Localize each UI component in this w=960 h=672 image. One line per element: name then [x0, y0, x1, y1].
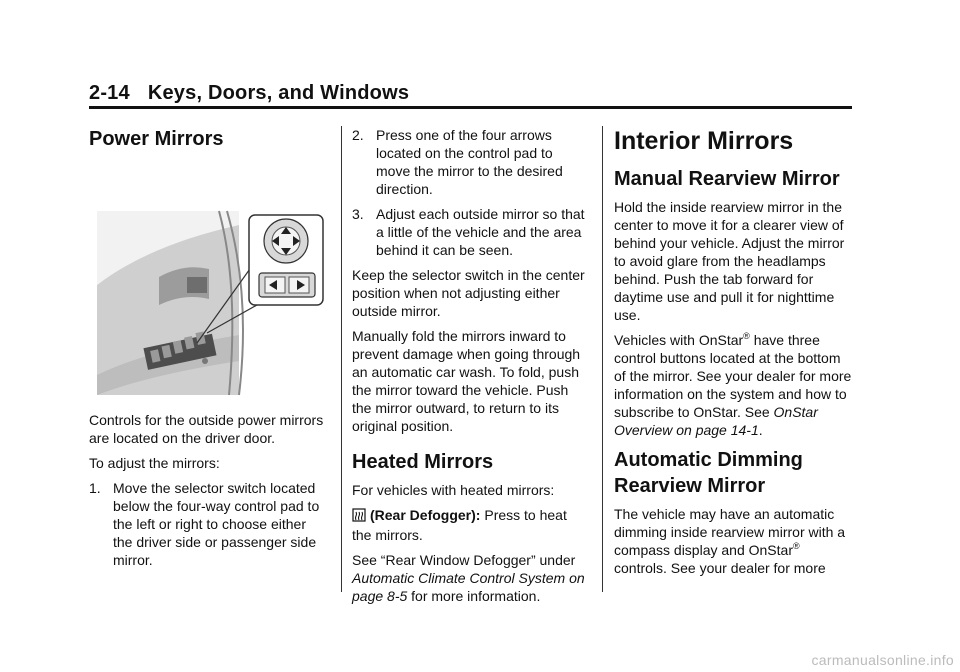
step-1-text: Move the selector switch located below the four-way control pad to the left or right to choose either the driver side or passenger side mirror.: [113, 480, 320, 568]
climate-control-link[interactable]: Automatic Climate Control System on page 8-5: [352, 570, 585, 604]
door-illustration-svg: [89, 165, 327, 397]
see-suffix: for more information.: [411, 588, 541, 604]
registered-mark: ®: [743, 331, 750, 341]
door-controls-illustration: [89, 165, 327, 397]
heated-intro: For vehicles with heated mirrors:: [352, 482, 555, 498]
registered-mark-2: ®: [792, 541, 800, 551]
onstar-overview-link[interactable]: OnStar Overview on page 14-1: [614, 404, 818, 438]
section-heading-heated-mirrors: Heated Mirrors: [352, 451, 494, 473]
auto-text-b: controls. See your dealer for more: [614, 560, 826, 576]
auto-dimming-text: [614, 505, 852, 577]
step-2-number: 2.: [352, 127, 364, 143]
section-heading-auto-dimming: Automatic Dimming Rearview Mirror: [614, 449, 803, 497]
column-1: [89, 126, 327, 576]
section-heading-manual-rearview: Manual Rearview Mirror: [614, 168, 840, 190]
page-number: 2-14: [89, 82, 130, 104]
step-3-text: Adjust each outside mirror so that a little of the vehicle and the area behind it can be seen.: [376, 206, 585, 258]
adjust-intro: To adjust the mirrors:: [89, 455, 220, 471]
header-title: [89, 82, 409, 105]
fold-mirrors-paragraph: Manually fold the mirrors inward to prevent damage when going through an automatic car wash. To fold, push the mirror toward the vehicle. Push the mirror outward, to return to its original position.: [352, 328, 581, 434]
page-header: [89, 80, 852, 109]
step-3: [352, 205, 590, 259]
step-2: [352, 126, 590, 198]
step-2-text: Press one of the four arrows located on the control pad to move the mirror to the desired direction.: [376, 127, 563, 197]
onstar-text-a: Vehicles with OnStar: [614, 332, 744, 348]
column-2: [352, 126, 590, 612]
step-1-number: 1.: [89, 480, 101, 496]
defogger-paragraph: [352, 506, 590, 544]
defogger-text: Press to heat the mirrors.: [352, 507, 567, 543]
see-reference-paragraph: [352, 551, 590, 605]
site-watermark: carmanualsonline.info: [811, 652, 954, 668]
column-divider-2: [602, 126, 603, 592]
onstar-paragraph: [614, 331, 852, 439]
chapter-title: Keys, Doors, and Windows: [147, 82, 410, 104]
see-prefix: See “Rear Window Defogger” under: [352, 552, 576, 568]
defogger-label: (Rear Defogger):: [370, 507, 481, 523]
section-heading-interior-mirrors: Interior Mirrors: [614, 127, 794, 155]
figure-caption: Controls for the outside power mirrors are located on the driver door.: [89, 412, 324, 446]
column-3: [614, 126, 852, 584]
step-3-number: 3.: [352, 206, 364, 222]
step-1: [89, 479, 327, 569]
onstar-period: .: [758, 422, 763, 438]
onstar-text-b: have three control buttons located at the bottom of the mirror. See your dealer for more information on the system and how to subscribe to OnStar. See: [614, 332, 852, 420]
section-heading-power-mirrors: Power Mirrors: [89, 128, 224, 150]
rear-defogger-icon: [352, 508, 366, 526]
column-divider-1: [341, 126, 342, 592]
center-position-paragraph: Keep the selector switch in the center position when not adjusting either outside mirror.: [352, 267, 585, 319]
auto-text-a: The vehicle may have an automatic dimming inside rearview mirror with a compass display and OnStar: [614, 506, 846, 558]
manual-rearview-text: Hold the inside rearview mirror in the center to move it for a clearer view of behind your vehicle. Adjust the mirror to avoid glare from the headlamps behind. Push the tab forward for daytime use and pull it for nighttime use.: [614, 199, 845, 323]
